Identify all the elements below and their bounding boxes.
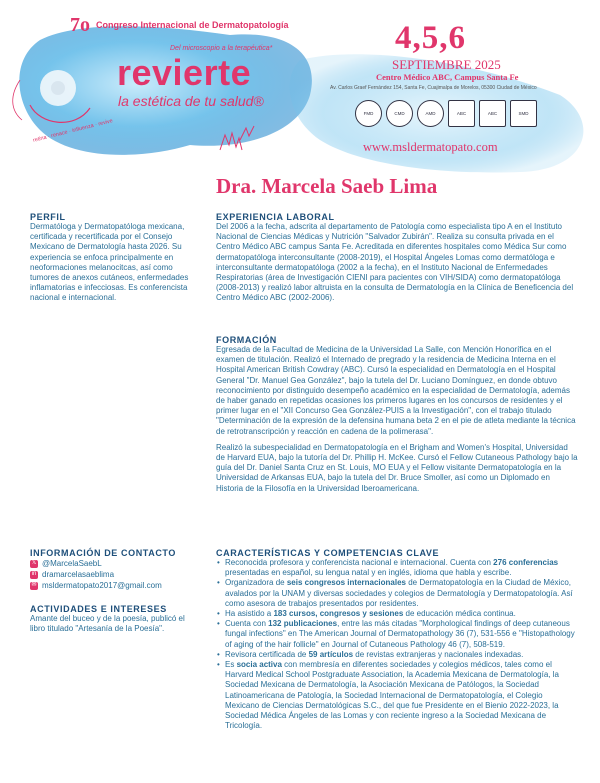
profile-text: Dermatóloga y Dermatopatóloga mexicana, certificada y recertificada por el Consejo Mexicano de Dermatología hasta 2026. Su experiencia se enfoca principalmente en neoformaciones melanocitcas, así como tumores de anexos cutáneos, enfermedades inflamatorias e infecciosas. Es conferencista nacional e internacional. bbox=[30, 222, 189, 303]
sponsor-logos bbox=[355, 100, 537, 127]
education-section bbox=[216, 335, 578, 494]
education-paragraph: Egresada de la Facultad de Medicina de la Universidad La Salle, con Mención Honorífica en el examen de titulación. Realizó el Internado de pregrado y la residencia de Medicina Interna en el Hospital American British Cowdray (ABC). Cursó la especialidad en Dermatología en el Hospital General "Dr. Manuel Gea González", bajo la tutela del Dr. Luciano Domínguez, en donde obtuvo reconocimiento por distinguido desempeño académico en la especialidad de Dermatología, además de haber ganado en repetidas ocasiones los primeros lugares en los concursos de residentes y el primer lugar en el "XII Concurso Gea González-PUIS a la Investigación", con el trabajo titulado "Determinación de la expresión de la defensina humana beta 2 en el pie de atleta mediante la técnica de retrotranscripción y reacción en cadena de la polimerasa". bbox=[216, 345, 576, 436]
list-item: • Organizadora de seis congresos internacionales de Dermatopatología en la Ciudad de México, avalados por la UNAM y diversas sociedades y colegios de Dermatología y Dermatopatología. Así como asesora de trabajos presentados por residentes. bbox=[216, 578, 578, 609]
event-address: Av. Carlos Graef Fernández 154, Santa Fe, Cuajimalpa de Morelos, 05300 Ciudad de México bbox=[330, 85, 537, 91]
experience-section bbox=[216, 212, 578, 304]
list-item: • Reconocida profesora y conferencista nacional e internacional. Cuenta con 276 conferencias presentadas en español, su lengua natal y en inglés, idioma que habla y escribe. bbox=[216, 558, 578, 578]
sponsor-logo: ABC bbox=[448, 100, 475, 127]
education-paragraph: Realizó la subespecialidad en Dermatopatología en el Brigham and Women's Hospital, Universidad de Harvard EUA, bajo la tutoría del Dr. Phillip H. McKee. Cursó el Fellow Cutaneous Pathology bajo la guía del Dr. Daniel Santa Cruz en St. Louis, MO EUA y el Fellow visitante Dermatopatología en la Universidad de Arkansas EUA, bajo la tutela del Dr. Bruce Smoller, así como un Diplomado en Historia de la Filosofía en la Universidad Iberoamericana. bbox=[216, 442, 578, 493]
event-month: SEPTIEMBRE 2025 bbox=[392, 57, 501, 72]
sponsor-logo: SMD bbox=[510, 100, 537, 127]
congress-title: 7o Congreso Internacional de Dermatopatología bbox=[70, 14, 289, 36]
interests-text: Amante del buceo y de la poesía, publicó el libro titulado "Artesanía de la Poesía". bbox=[30, 614, 185, 634]
x-icon: 𝕏 bbox=[31, 560, 37, 566]
brand-logo: revierte bbox=[117, 52, 252, 93]
competencies-list bbox=[216, 558, 578, 731]
brand-subtitle: la estética de tu salud® bbox=[118, 93, 264, 109]
contact-handle: dramarcelasaeblima bbox=[42, 570, 115, 579]
list-item: • Cuenta con 132 publicaciones, entre las más citadas "Morphological findings of deep cutaneous fungal infections" en The American Journal of Dermatopathology 36 (7), 531-556 e "Histopathology of aging of the hair follicle" en Journal of Cutaneous Pathology 46 (7), 508-519. bbox=[216, 619, 578, 650]
circle-words: retina · renace · influenza · revive bbox=[32, 118, 114, 144]
section-heading: CARACTERÍSTICAS Y COMPETENCIAS CLAVE bbox=[216, 548, 440, 558]
competencies-section bbox=[216, 548, 578, 731]
list-item: • Revisora certificada de 59 artículos de revistas extranjeras y nacionales indexadas. bbox=[216, 650, 578, 660]
speaker-name: Dra. Marcela Saeb Lima bbox=[216, 174, 438, 198]
contact-email[interactable] bbox=[30, 580, 202, 591]
email-icon: ✉ bbox=[31, 582, 37, 588]
event-venue: Centro Médico ABC, Campus Santa Fe bbox=[376, 72, 519, 82]
section-heading: PERFIL bbox=[30, 212, 66, 222]
section-heading: FORMACIÓN bbox=[216, 335, 277, 345]
contact-section bbox=[30, 548, 202, 591]
list-item: • Ha asistido a 183 cursos, congresos y sesiones de educación médica continua. bbox=[216, 609, 578, 619]
list-item: • Es socia activa con membresía en diferentes sociedades y colegios médicos, tales como el Harvard Medical School Postgraduate Association, la Academia Mexicana de Dermatología, la Sociedad Mexicana de Dermatología, la Asociación Mexicana de Patólogos, la Sociedad Latinoamericana de Patología, la Sociedad Internacional de Dermatopatología, el Colegio Mexicano de Ciencias Dermatológicas S.C., del que fue Presidente en el Bienio 2022-2023, la Sociedad Médica Ángeles de las Lomas y con reciente ingreso a la Sociedad Mexicana de Tricología. bbox=[216, 660, 578, 731]
sponsor-logo: ABC bbox=[479, 100, 506, 127]
website-link[interactable]: www.msldermatopato.com bbox=[363, 140, 498, 154]
interests-section bbox=[30, 604, 202, 634]
sponsor-logo: FMD bbox=[355, 100, 382, 127]
sponsor-logo: AMD bbox=[417, 100, 444, 127]
profile-section bbox=[30, 212, 202, 304]
sponsor-logo: CMD bbox=[386, 100, 413, 127]
contact-linkedin[interactable] bbox=[30, 569, 202, 580]
tagline: Del microscopio a la terapéutica* bbox=[170, 45, 273, 52]
section-heading: ACTIVIDADES E INTERESES bbox=[30, 604, 167, 614]
linkedin-icon: in bbox=[31, 571, 37, 577]
experience-text: Del 2006 a la fecha, adscrita al departamento de Patología como especialista tipo A en el Instituto Nacional de Ciencias Médicas y Nutrición "Salvador Zubirán". Realiza su consulta privada en el Centro Médico ABC campus Santa Fe. Acreditada en diferentes hospitales como Médica Sur como dermatopatóloga interconsultante (2008-2019), el Hospital Ángeles Lomas como dermatóloga e interconsultante dermatopatóloga (2002 a la fecha), en el Instituto Nacional de Enfermedades Respiratorias (área de Investigación CIENI para pacientes con VIH/SIDA) como dermatopatóloga (2008-2013) y realizó labor altruista en la consulta de Dermatología en la Clínica de Beneficencia del Centro Médico ABC (2002-2006). bbox=[216, 222, 574, 303]
contact-handle: @MarcelaSaebL bbox=[42, 559, 102, 568]
contact-x[interactable] bbox=[30, 558, 202, 569]
section-heading: EXPERIENCIA LABORAL bbox=[216, 212, 335, 222]
section-heading: INFORMACIÓN DE CONTACTO bbox=[30, 548, 176, 558]
contact-handle: msldermatopato2017@gmail.com bbox=[42, 581, 162, 590]
event-dates: 4,5,6 bbox=[395, 20, 466, 56]
event-banner bbox=[0, 0, 600, 170]
